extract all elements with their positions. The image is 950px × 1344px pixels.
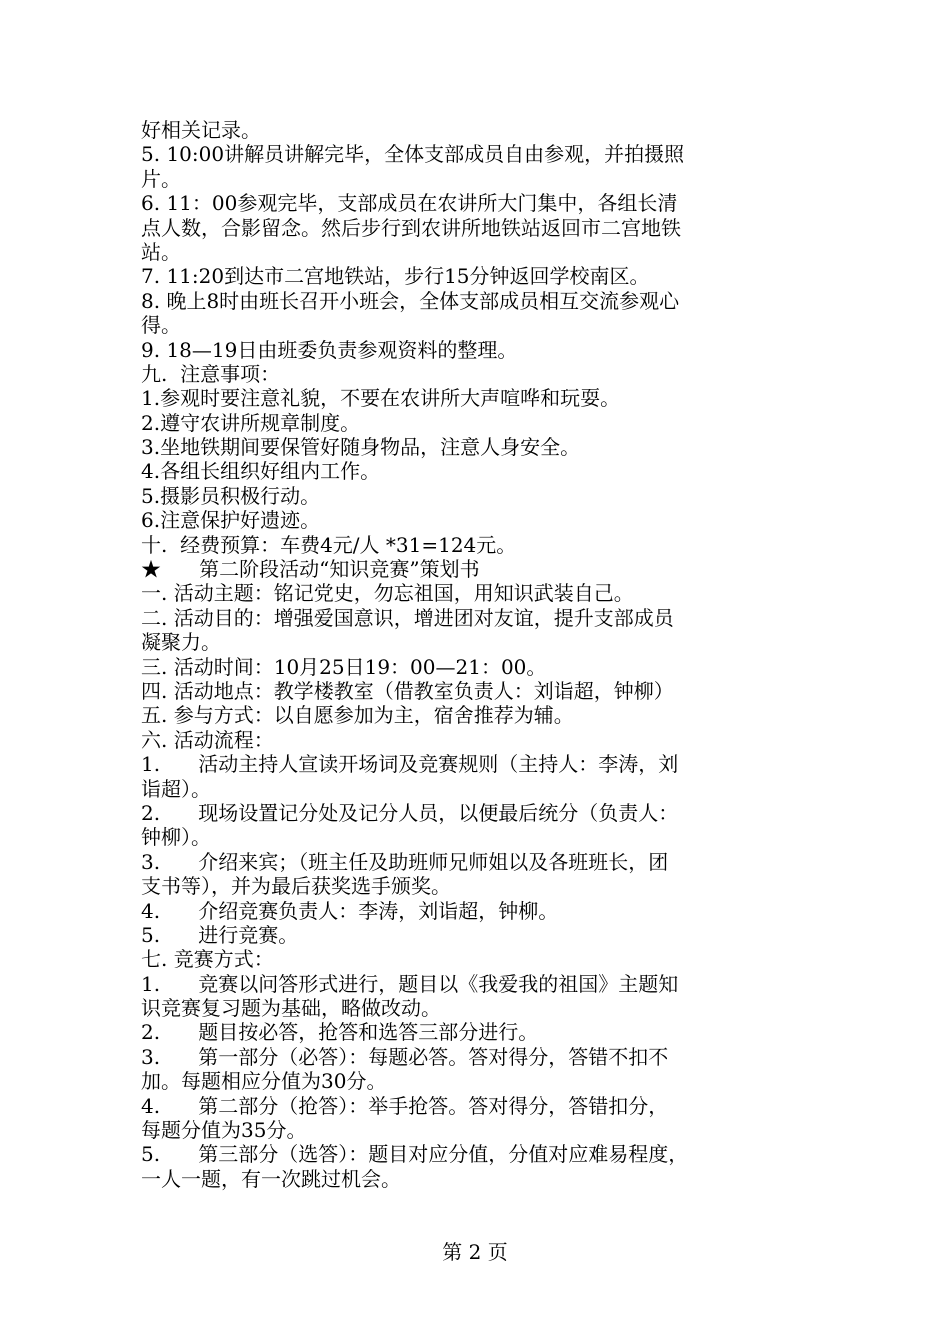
text-line: 七. 竞赛方式： (141, 947, 274, 972)
text-line: 点人数，合影留念。然后步行到农讲所地铁站返回市二宫地铁 (141, 215, 681, 240)
text-line: 1. 活动主持人宣读开场词及竞赛规则（主持人：李涛，刘 (141, 752, 679, 777)
text-line: 十. 经费预算：车费4元/人 *31=124元。 (141, 532, 517, 557)
text-line: 6.注意保护好遗迹。 (141, 508, 321, 533)
text-line: ★ 第二阶段活动“知识竞赛”策划书 (141, 557, 480, 582)
text-line: 4.各组长组织好组内工作。 (141, 459, 381, 484)
text-line: 好相关记录。 (141, 118, 261, 142)
text-line: 2. 现场设置记分处及记分人员，以便最后统分（负责人： (141, 800, 679, 825)
text-line: 得。 (141, 313, 181, 338)
text-line: 一. 活动主题：铭记党史，勿忘祖国，用知识武装自己。 (141, 581, 634, 606)
text-line: 片。 (141, 166, 181, 191)
text-line: 五. 参与方式：以自愿参加为主，宿舍推荐为辅。 (141, 703, 574, 728)
text-line: 4. 介绍竞赛负责人：李涛，刘诣超，钟柳。 (141, 898, 559, 923)
text-line: 二. 活动目的：增强爱国意识，增进团对友谊，提升支部成员 (141, 605, 674, 630)
text-line: 钟柳）。 (141, 825, 211, 850)
text-line: 诣超）。 (141, 776, 211, 801)
text-line: 5. 10:00讲解员讲解完毕，全体支部成员自由参观，并拍摄照 (141, 142, 685, 167)
text-line: 三. 活动时间：10月25日19：00—21：00。 (141, 654, 547, 679)
page-number: 第 2 页 (442, 1240, 508, 1264)
text-line: 5. 进行竞赛。 (141, 922, 299, 947)
text-line: 5. 第三部分（选答）：题目对应分值，分值对应难易程度， (141, 1142, 689, 1167)
text-line: 6. 11：00参观完毕，支部成员在农讲所大门集中，各组长清 (141, 191, 678, 216)
text-line: 3. 第一部分（必答）：每题必答。答对得分，答错不扣不 (141, 1044, 669, 1069)
text-line: 加。每题相应分值为30分。 (141, 1069, 387, 1094)
text-line: 2.遵守农讲所规章制度。 (141, 410, 361, 435)
text-line: 凝聚力。 (141, 630, 221, 655)
text-line: 六. 活动流程： (141, 727, 274, 752)
text-line: 7. 11:20到达市二宫地铁站，步行15分钟返回学校南区。 (141, 264, 650, 289)
text-line: 一人一题，有一次跳过机会。 (141, 1166, 401, 1191)
text-line: 四. 活动地点：教学楼教室（借教室负责人：刘诣超，钟柳） (141, 678, 674, 703)
document-body (141, 118, 809, 1191)
text-line: 站。 (141, 239, 181, 264)
text-line: 1.参观时要注意礼貌，不要在农讲所大声喧哗和玩耍。 (141, 386, 621, 411)
text-line: 支书等），并为最后获奖选手颁奖。 (141, 874, 451, 899)
text-line: 8. 晚上8时由班长召开小班会，全体支部成员相互交流参观心 (141, 288, 680, 313)
text-line: 5.摄影员积极行动。 (141, 483, 321, 508)
text-line: 1. 竞赛以问答形式进行，题目以《我爱我的祖国》主题知 (141, 971, 679, 996)
text-line: 9. 18—19日由班委负责参观资料的整理。 (141, 337, 518, 362)
text-line: 每题分值为35分。 (141, 1118, 307, 1143)
text-line: 4. 第二部分（抢答）：举手抢答。答对得分，答错扣分， (141, 1093, 669, 1118)
text-line: 识竞赛复习题为基础，略做改动。 (141, 996, 441, 1021)
text-line: 3. 介绍来宾；（班主任及助班师兄师姐以及各班班长，团 (141, 849, 669, 874)
text-line: 3.坐地铁期间要保管好随身物品，注意人身安全。 (141, 435, 581, 460)
text-line: 九. 注意事项： (141, 361, 281, 386)
text-line: 2. 题目按必答，抢答和选答三部分进行。 (141, 1020, 539, 1045)
